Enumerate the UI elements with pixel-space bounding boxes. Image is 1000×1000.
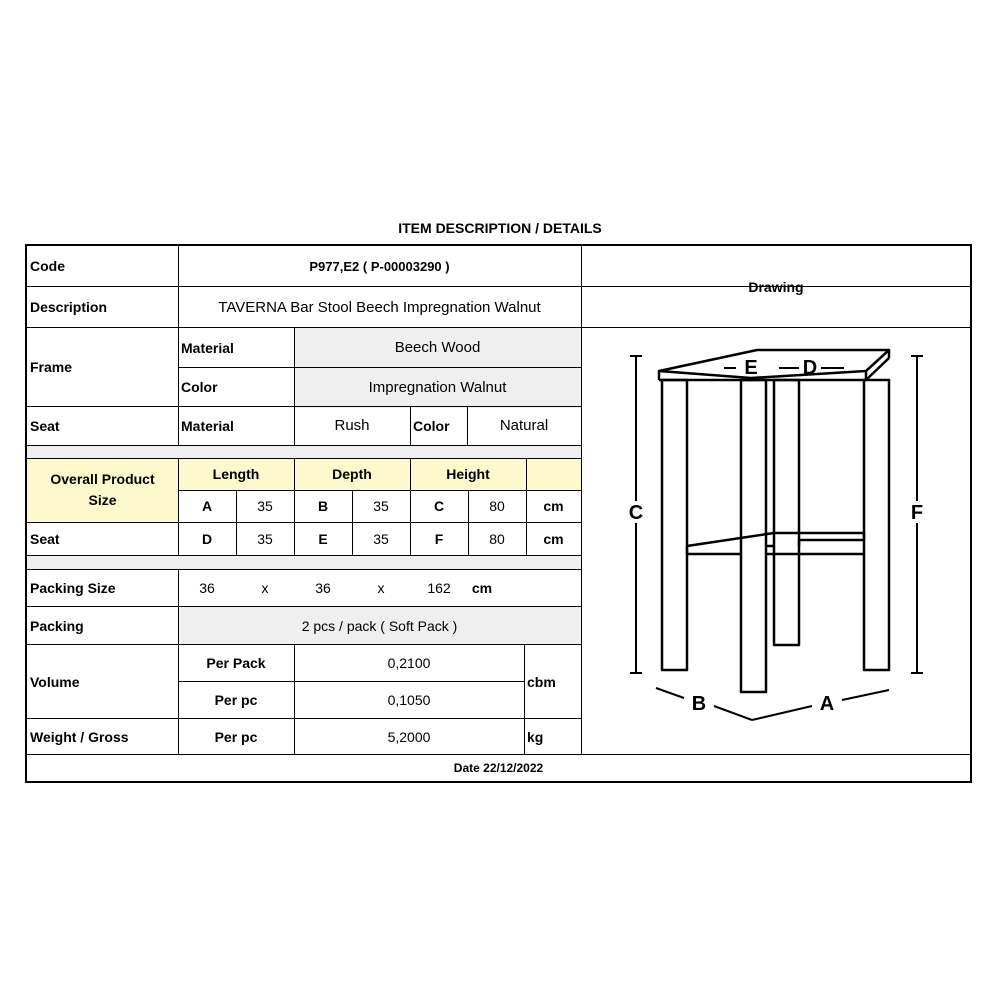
volume-per-pc-value: 0,1050 [387,692,431,708]
seat-e-key: E [318,531,328,547]
overall-unit: cm [543,498,564,514]
overall-size-label: Overall Product Size [50,471,155,508]
seat-color-value: Natural [499,417,549,434]
frame-material-label: Material [181,339,234,356]
dim-a-label: A [819,693,835,715]
seat-d-key: D [201,531,213,547]
seat-material-label: Material [181,417,234,434]
overall-a-key: A [201,498,213,514]
frame-color-value: Impregnation Walnut [368,378,507,396]
packing-size-depth: 36 [315,580,331,596]
seat-unit: cm [543,531,564,547]
code-label: Code [30,258,65,274]
dim-b-label: B [691,693,707,715]
dim-f-label: F [910,502,924,524]
frame-material-value: Beech Wood [394,339,481,356]
drawing-label: Drawing [748,278,804,295]
packing-label: Packing [30,617,84,634]
seat-color-label: Color [413,417,450,434]
volume-label: Volume [30,673,80,690]
frame-label: Frame [30,359,73,375]
description-label: Description [30,299,108,315]
length-header: Length [212,466,260,482]
seat-top-outline [659,350,889,378]
volume-unit: cbm [527,673,556,690]
spacer-row [27,446,581,458]
volume-per-pack-label: Per Pack [206,655,266,671]
stool-drawing [584,328,972,753]
frame-color-label: Color [181,379,218,395]
dim-e-label: E [744,357,758,379]
seat-material-value: Rush [334,417,370,434]
spec-table [25,244,972,783]
overall-b-key: B [317,498,329,514]
overall-c-key: C [433,498,445,514]
overall-a-value: 35 [257,498,273,514]
date-footer: Date 22/12/2022 [453,761,544,775]
seat-f-key: F [434,531,444,547]
dim-c-label: C [628,502,644,524]
packing-size-width: 36 [199,580,215,596]
leg-back-left [774,380,799,645]
weight-per-pc-value: 5,2000 [387,728,431,745]
seat-label: Seat [30,417,60,434]
overall-c-value: 80 [489,498,505,514]
height-header: Height [446,466,490,482]
spacer-row-2 [27,555,581,569]
seat-size-label: Seat [30,531,60,547]
description-value: TAVERNA Bar Stool Beech Impregnation Walnut [218,298,541,316]
weight-unit: kg [527,728,544,745]
code-value: P977,E2 ( P-00003290 ) [309,258,450,274]
packing-size-x2: x [377,580,385,596]
volume-per-pack-value: 0,2100 [387,655,431,671]
dim-d-label: D [802,357,818,379]
overall-b-value: 35 [373,498,389,514]
seat-f-value: 80 [489,531,505,547]
packing-size-x1: x [261,580,269,596]
packing-size-label: Packing Size [30,580,116,596]
packing-size-height: 162 [427,580,451,596]
weight-per-pc-label: Per pc [214,728,258,745]
volume-per-pc-label: Per pc [214,692,258,708]
document-title: ITEM DESCRIPTION / DETAILS [398,220,602,236]
packing-value: 2 pcs / pack ( Soft Pack ) [301,617,458,634]
leg-front-left [662,380,687,670]
leg-back-right [864,380,889,670]
seat-d-value: 35 [257,531,273,547]
seat-e-value: 35 [373,531,389,547]
packing-size-unit: cm [471,580,493,596]
weight-label: Weight / Gross [30,728,129,745]
depth-header: Depth [332,466,372,482]
